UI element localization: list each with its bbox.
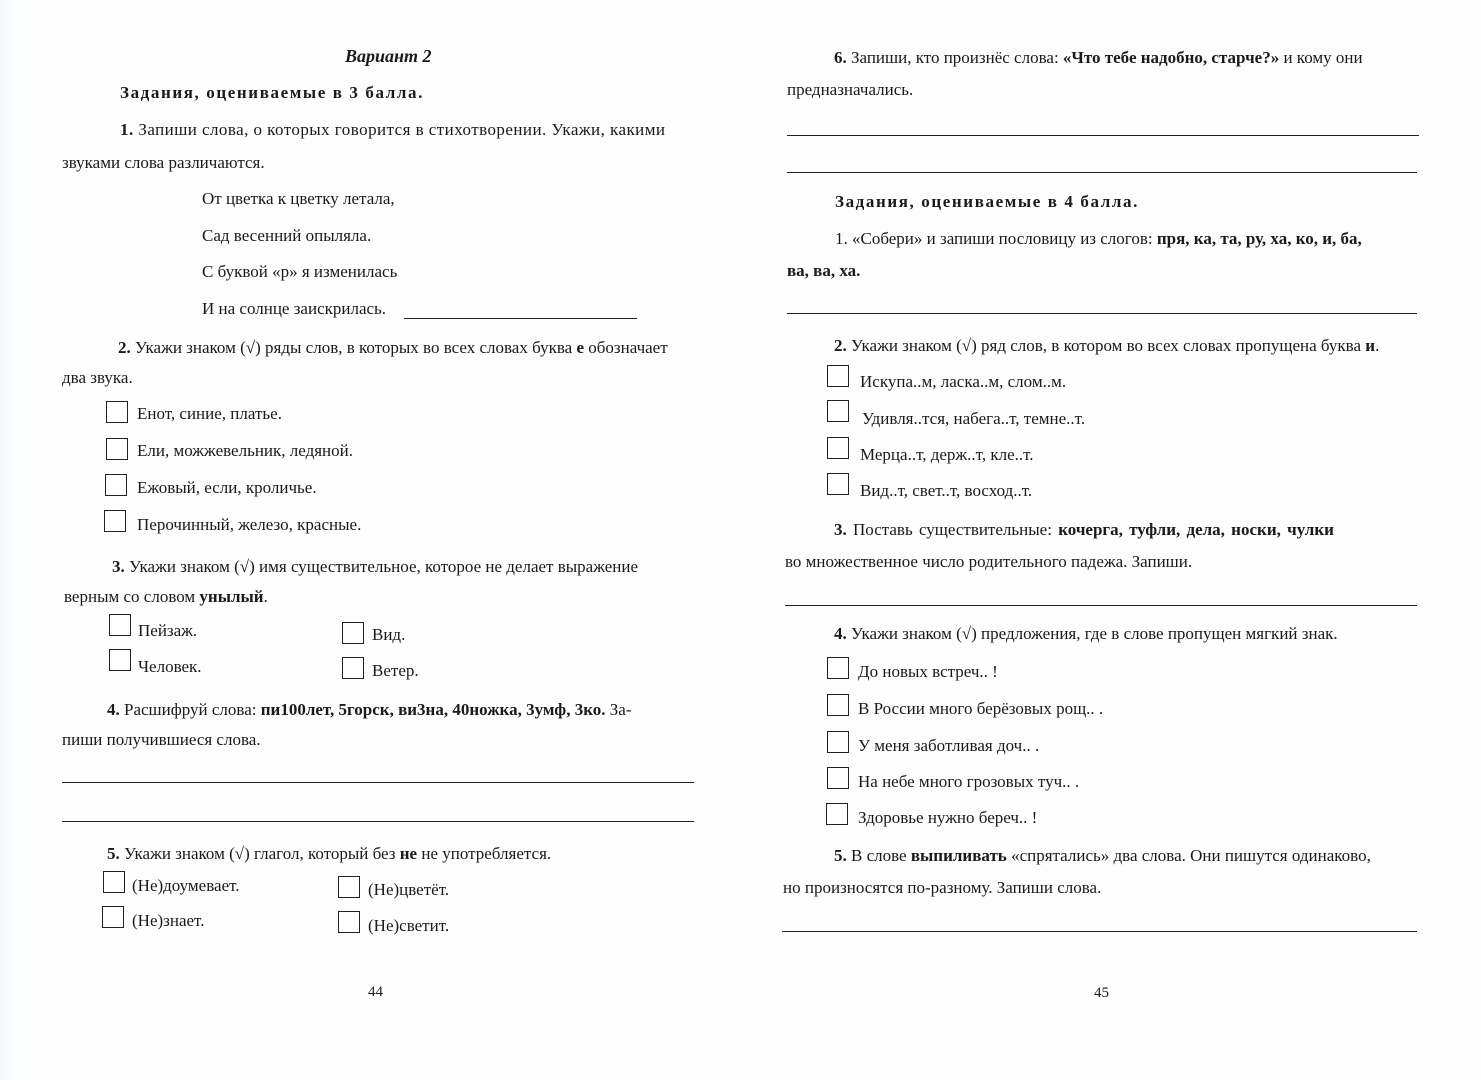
- option-label: В России много берёзовых рощ.. .: [858, 699, 1104, 718]
- answer-line[interactable]: [404, 318, 637, 319]
- option-label: Ветер.: [372, 661, 419, 680]
- task2-prompt: 2. Укажи знаком (√) ряд слов, в котором во всех словах пропущена буква и.: [834, 336, 1380, 355]
- checkbox[interactable]: [827, 365, 849, 387]
- checkbox[interactable]: [106, 401, 128, 423]
- option-label: Ели, можжевельник, ледяной.: [137, 441, 353, 460]
- checkbox[interactable]: [342, 657, 364, 679]
- task5-prompt-line2: но произносятся по-разному. Запиши слова.: [783, 878, 1102, 897]
- option-label: Пейзаж.: [138, 621, 198, 640]
- checkbox[interactable]: [104, 510, 126, 532]
- answer-line[interactable]: [785, 605, 1417, 606]
- checkbox[interactable]: [827, 657, 849, 679]
- option-label: Вид.: [372, 625, 406, 644]
- checkbox[interactable]: [827, 437, 849, 459]
- option-label: До новых встреч.. !: [858, 662, 998, 681]
- task3-prompt-line2: верным со словом унылый.: [64, 587, 268, 606]
- page-number: 44: [368, 984, 383, 1000]
- option-label: (Не)светит.: [368, 916, 450, 935]
- checkbox[interactable]: [827, 473, 849, 495]
- checkbox[interactable]: [103, 871, 125, 893]
- checkbox[interactable]: [338, 911, 360, 933]
- option-label: Искупа..м, ласка..м, слом..м.: [860, 372, 1067, 391]
- option-label: На небе много грозовых туч.. .: [858, 772, 1080, 791]
- checkbox[interactable]: [827, 767, 849, 789]
- task2-prompt: 2. Укажи знаком (√) ряды слов, в которых во всех словах буква е обозначает: [118, 338, 668, 357]
- task5-prompt: 5. В слове выпиливать «спрятались» два слова. Они пишутся одинаково,: [834, 846, 1371, 865]
- option-label: (Не)знает.: [132, 911, 205, 930]
- section-heading: Задания, оцениваемые в 3 балла.: [120, 83, 424, 102]
- checkbox[interactable]: [342, 622, 364, 644]
- option-label: (Не)доумевает.: [132, 876, 240, 895]
- checkbox[interactable]: [109, 614, 131, 636]
- right-page: [740, 0, 1481, 1080]
- task3-prompt: 3. Поставь существительные: кочерга, туфли, дела, носки, чулки: [834, 520, 1334, 539]
- poem-line-2: Сад весенний опыляла.: [202, 226, 372, 245]
- checkbox[interactable]: [338, 876, 360, 898]
- checkbox[interactable]: [826, 803, 848, 825]
- checkbox[interactable]: [109, 649, 131, 671]
- task4-prompt: 4. Укажи знаком (√) предложения, где в слове пропущен мягкий знак.: [834, 624, 1338, 643]
- task5-prompt: 5. Укажи знаком (√) глагол, который без не не употребляется.: [107, 844, 552, 863]
- task4-prompt-line2: пиши получившиеся слова.: [62, 730, 261, 749]
- answer-line[interactable]: [62, 821, 694, 822]
- checkbox[interactable]: [827, 694, 849, 716]
- task1-prompt-line2: ва, ва, ха.: [787, 261, 861, 280]
- task4-prompt: 4. Расшифруй слова: пи100лет, 5горск, ви3на, 40ножка, 3умф, 3ко. За-: [107, 700, 632, 719]
- poem-line-1: От цветка к цветку летала,: [202, 189, 395, 208]
- checkbox[interactable]: [102, 906, 124, 928]
- task2-prompt-line2: два звука.: [62, 368, 133, 387]
- answer-line[interactable]: [782, 931, 1417, 932]
- answer-line[interactable]: [787, 135, 1419, 136]
- option-label: Енот, синие, платье.: [137, 404, 282, 423]
- answer-line[interactable]: [787, 172, 1417, 173]
- option-label: Мерца..т, держ..т, кле..т.: [860, 445, 1034, 464]
- task6-prompt: 6. Запиши, кто произнёс слова: «Что тебе надобно, старче?» и кому они: [834, 48, 1363, 67]
- poem-line-4: И на солнце заискрилась.: [202, 299, 387, 318]
- checkbox[interactable]: [827, 400, 849, 422]
- option-label: Удивля..тся, набега..т, темне..т.: [862, 409, 1086, 428]
- task3-prompt-line2: во множественное число родительного падежа. Запиши.: [785, 552, 1193, 571]
- answer-line[interactable]: [62, 782, 694, 783]
- task1-prompt: 1. «Собери» и запиши пословицу из слогов: пря, ка, та, ру, ха, ко, и, ба,: [835, 229, 1362, 248]
- variant-title: Вариант 2: [345, 46, 432, 66]
- checkbox[interactable]: [105, 474, 127, 496]
- task6-prompt-line2: предназначались.: [787, 80, 914, 99]
- poem-line-3: С буквой «р» я изменилась: [202, 262, 398, 281]
- left-page: [0, 0, 740, 1080]
- option-label: Перочинный, железо, красные.: [137, 515, 362, 534]
- page-number: 45: [1094, 985, 1109, 1001]
- section-heading: Задания, оцениваемые в 4 балла.: [835, 192, 1139, 211]
- option-label: Здоровье нужно береч.. !: [858, 808, 1038, 827]
- task1-prompt: 1. Запиши слова, о которых говорится в стихотворении. Укажи, какими: [120, 120, 666, 139]
- option-label: Человек.: [138, 657, 202, 676]
- checkbox[interactable]: [106, 438, 128, 460]
- answer-line[interactable]: [787, 313, 1417, 314]
- option-label: У меня заботливая доч.. .: [858, 736, 1040, 755]
- option-label: (Не)цветёт.: [368, 880, 450, 899]
- checkbox[interactable]: [827, 731, 849, 753]
- option-label: Вид..т, свет..т, восход..т.: [860, 481, 1033, 500]
- task3-prompt: 3. Укажи знаком (√) имя существительное, которое не делает выражение: [112, 557, 639, 576]
- option-label: Ежовый, если, кроличье.: [137, 478, 317, 497]
- task1-prompt-line2: звуками слова различаются.: [62, 153, 265, 172]
